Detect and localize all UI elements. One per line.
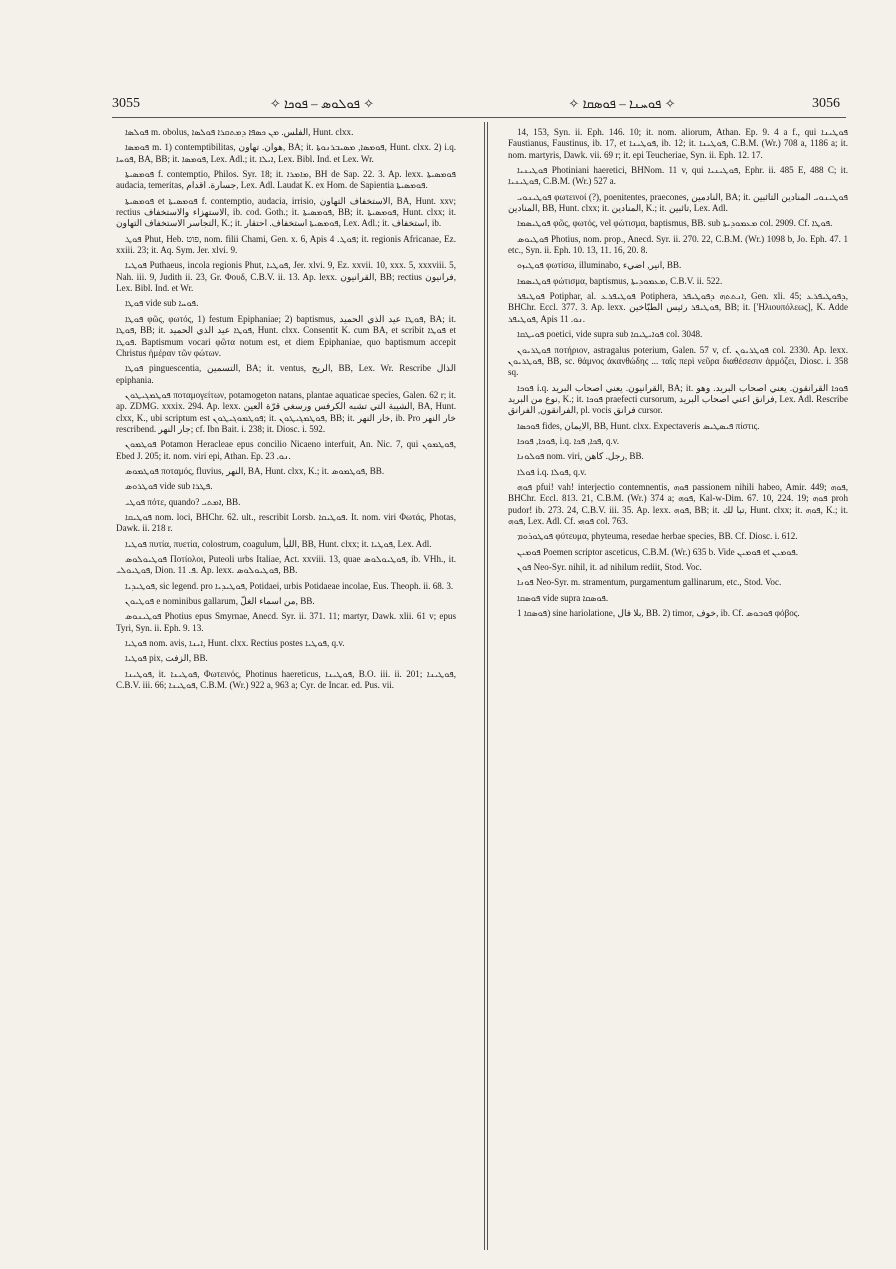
dictionary-entry: 14, 153, Syn. ii. Eph. 146. 10; it. nom. aliorum, Athan. Ep. 9. 4 a f., qui ܦܘܛܝܢܐ Faustianus, Faustinus, ib. 17, et ܦܘܛܝܢܐ, ib. 12; it. ܦܘܛܝܢܐ, C.B.M. (Wr.) 708 a, 1186 a; it. nom. martyris, Dawk. vii. 69 r; it. epi Teucheriae, Syn. ii. Eph. 12. 17. bbox=[508, 127, 848, 160]
right-column bbox=[508, 127, 848, 1249]
dictionary-entry: ܦܘܛܡܘܣ ποταμός, fluvius, النهر, BA, Hunt. clxx, K.; it. ܦܘܛܡܘܣ, BB. bbox=[125, 465, 385, 476]
dictionary-entry: ܦܘܛܝܢܘܣ Photius epus Smyrnae, Anecd. Syr. ii. 371. 11; martyr, Dawk. xlii. 61 v; epus Tyri, Syn. ii. Eph. 9. 13. bbox=[116, 611, 456, 633]
page-number-left: 3055 bbox=[112, 96, 140, 111]
running-head-left: ✧ ܦܘܠܘܣ – ܦܘܟܐ ✧ bbox=[269, 96, 375, 111]
dictionary-entry: ܦܘܝܛܩܐ poetici, vide supra sub ܦܘܐܝܛܝܩܐ col. 3048. bbox=[517, 329, 703, 340]
dictionary-entry: ܦܘܛܡܓܝܛܘܢ ποταμογείτων, potamogeton natans, plantae aquaticae species, Galen. 62 r; it. ap. ZDMG. xxxix. 294. Ap. lexx. الشيبة التي تشبه الكرفس ورسغي قرّة العين, BA, Hunt. clxx, K., ubi scriptum est ܦܘܛܡܘܓܝܛܘܢ; it. ܦܘܛܡܓܝܛܘܢ, BB; it. خار النهر, ib. Pro خار النهر rescribend. جار النهر; cf. Ibn Bait. i. 238; it. Diosc. i. 592. bbox=[116, 389, 456, 434]
dictionary-entry: ܦܘܟܣܐ fides, الايمان, BB, Hunt. clxx. Expectaveris ܦܝܣܛܝܣ πίστις. bbox=[517, 420, 760, 431]
dictionary-entry: ܦܘܛܘܪܘܡ φύτευμα, phyteuma, resedae herbae species, BB. Cf. Diosc. i. 612. bbox=[517, 531, 798, 542]
dictionary-entry: ܦܘܢܐ Neo-Syr. m. stramentum, purgamentum gallinarum, etc., Stod. Voc. bbox=[517, 577, 782, 588]
dictionary-entry: ܦܘܛܝܘܣ Photius, nom. prop., Anecd. Syr. ii. 270. 22, C.B.M. (Wr.) 1098 b, Jo. Eph. 47. 1 etc., Syn. ii. Eph. 10. 13, 11. 16, 20. 8. bbox=[508, 233, 848, 256]
dictionary-entry: ܦܘܣܩܐ vide supra ܦܘܣܩܐ. bbox=[517, 592, 609, 603]
dictionary-entry: ܦܘܗ pfui! vah! interjectio contemnentis, ܦܘܗ passionem nihili habeo, Amir. 449; ܦܘܗ, BHChr. Eccl. 813. 21, C.B.M. (Wr.) 374 a; ܦܘܗ, Kal-w-Dim. 67. 10, 224. 19; ܦܘܗ proh pudor! ib. 273. 24, C.B.V. iii. 35. Ap. lexx. ܦܘܗ, BB; it. تبا لك, Hunt. clxx; it. ܦܘܗ, K.; it. ܦܘܗ, Lex. Adl. Cf. ܦܘܗܝ col. 763. bbox=[508, 481, 848, 526]
page-header bbox=[112, 96, 840, 116]
dictionary-entry: ܦܘܡܣܝܬܐ et ܦܘܡܣܝܬܐ f. contemptio, audacia, irrisio, الاستخفاف التهاون, BA, Hunt. xxv; rectius الاستهزاء والاستخفاف, ib. cod. Goth.; it. ܦܘܡܣܝܬܐ, BB; it. ܦܘܡܣܝܬܐ, Hunt. clxx; it. التجاسر الاستخفاف التهاون, K.; it. ܦܘܡܣܝܬܐ استخفاف. احتقار, Lex. Adl.; it. استخفاف, ib. bbox=[116, 195, 456, 229]
dictionary-entry: ܦܘܢ Neo-Syr. nihil, it. ad nihilum rediit, Stod. Voc. bbox=[517, 562, 702, 572]
dictionary-entry: ܦܘܛܪܘܣ vide sub ܦܛܪܐ. bbox=[125, 481, 213, 492]
dictionary-entry: ܦܘܛܝܢܘܝ φωτεινοί (?), poenitentes, praecones, النادمين, BA; it. ܦܘܛܝܢܘܝ المنادين التائبين المنادين, BB, Hunt. clxx; it. المنادين, K.; it. تائبين, Lex. Adl. bbox=[508, 191, 848, 214]
dictionary-entry: ܦܘܛ Phut, Heb. פוט, nom. filii Chami, Gen. x. 6, Apis ܦܘܛ. 4; it. regionis Africanae, Ez. xxiii. 23; it. Aq. Sym. Jer. xlvi. 9. bbox=[116, 233, 456, 256]
dictionary-entry: ܦܘܠܘܢܐ nom. viri, رجل. كاهن, BB. bbox=[517, 451, 644, 462]
dictionary-entry: ܦܘܛܝܘܠܘܣ Ποτίολοι, Puteoli urbs Italiae, Act. xxviii. 13, quae ܦܘܛܝܘܠܘܣ, ib. VHh., it. ܦܘܛܝܘܠܝ, Dion. ܦ. 11. Ap. lexx. ܦܘܛܝܘܠܘܣ, BB. bbox=[116, 554, 456, 576]
dictionary-entry: ܦܘܛܪܝܘܢ ποτήριον, astragalus poterium, Galen. 57 v, cf. ܦܘܛܪܝܘܢ col. 2330. Ap. lexx. ܦܘܛܪܝܘܢ, BB, sc. θάμνος ἀκανθώδης ... ταῖς περὶ νεῦρα διαθέσεσιν ἁρμόζει, Diosc. i. 358 sq. bbox=[508, 344, 848, 378]
dictionary-entry: ܦܘܛܝܐ nom. avis, ܐܝܢܐ, Hunt. clxx. Rectius postes ܦܘܛܝܐ, q.v. bbox=[125, 638, 345, 649]
dictionary-entry: ܦܘܛܝܦܪ Potiphar, al. ܦܘܛܝܦܪܥ Potiphera, ܐܢܬܬܗ ܕܦܘܛܝܦܪ, Gen. xli. 45; ܕܦܘܛܝܦܪܥ, BHChr. Eccl. 377. 3. Ap. lexx. ܦܘܛܝܦܪ رئيس الطبّاخين, BB; it. ['Ηλιουπόλεως], K. Adde ܦܘܛܝܦܪ, Apis ܢܘ. 11. bbox=[508, 291, 848, 324]
dictionary-entry: ܦܘܛܡܘܢ Potamon Heracleae epus concilio Nicaeno interfuit, An. Nic. 7, qui ܦܘܛܡܘܢ, Ebed J. 205; it. nom. viri epi, Athan. Ep. ܢܘ. 23. bbox=[116, 439, 456, 461]
dictionary-entry: ܦܘܠܐ i.q. ܦܘܠܐ, q.v. bbox=[517, 466, 587, 477]
left-column bbox=[116, 127, 456, 1249]
dictionary-entry: ܦܘܣܩܐ 1) sine hariolatione, بلا فال, BB. 2) timor, خوف, ib. Cf. ܦܘܒܘܣ φόβος. bbox=[517, 608, 800, 619]
dictionary-entry: ܦܘܛܝܩܐ nom. loci, BHChr. 62. ult., rescribit Lorsb. ܦܘܛܝܩܐ. It. nom. viri Φωτάς, Photas, Dawk. ii. 218 r. bbox=[116, 511, 456, 534]
dictionary-entry: ܦܘܛܝܢܝܐ Photiniani haeretici, BHNom. 11 v, qui ܦܘܛܝܢܝܐ, Ephr. ii. 485 E, 488 C; it. ܦܘܛܝܢܝܐ, C.B.M. (Wr.) 527 a. bbox=[508, 165, 848, 187]
running-head-right: ✧ ܦܘܚܢܐ – ܦܘܣܩܐ ✧ bbox=[568, 96, 676, 111]
page-number-right: 3056 bbox=[812, 96, 840, 111]
dictionary-entry: ܦܘܛܝܙܘ φωτίσω, illuminabo, انير, اضيء, BB. bbox=[517, 260, 682, 271]
dictionary-entry: ܦܘܛܝܣܡܐ φῶς, φωτός, vel φώτισμα, baptismus, BB. sub ܡܥܡܘܕܝܬܐ col. 2909. Cf. ܦܘܛܐ. bbox=[517, 218, 833, 229]
dictionary-entry: ܦܘܛܝ πότε, quando? ܐܡܬܝ, BB. bbox=[125, 496, 241, 507]
column-divider bbox=[484, 122, 488, 1250]
dictionary-entry: ܦܘܛܝܐ πυτία, πυετία, colostrum, coagulum, اللبأ, BB, Hunt. clxx; it. ܦܘܛܝܐ, Lex. Adl. bbox=[125, 538, 432, 549]
dictionary-entry: ܦܘܠܣܐ m. obolus, الفلس. ܡܢ ܟܣܦܐ ܕܡܬܩܪܐ ܦܘܠܣܐ, Hunt. clxx. bbox=[125, 127, 354, 137]
dictionary-entry: ܦܘܟܐ i.q. القرانيون. يعني اصحاب البريد, BA; it. ܦܘܟܐ القرانقون. يعني اصحاب البريد. وهو نوع من البريد, K.; it. ܦܘܟܐ praefecti cursorum, فرانق اعني اصحاب البريد, Lex. Adl. Rescribe الفرانقون, الفرانق, pl. vocis فرانق cursor. bbox=[508, 382, 848, 416]
dictionary-entry: ܦܘܟܐ, ܦܘܟܐ, i.q. ܦܟܐ, ܦܟܐ, q.v. bbox=[517, 435, 620, 446]
dictionary-entry: ܦܘܡܣܝܬܐ f. contemptio, Philos. Syr. 18; it. ܡܐܡܪܐ, BH de Sap. 22. 3. Ap. lexx. ܦܘܡܣܝܬܐ audacia, temeritas, جسارة. اقدام, Lex. Adl. Laudat K. ex Hom. de Sapientia ܦܘܡܣܝܬܐ. bbox=[116, 169, 456, 191]
dictionary-entry: ܦܘܛܝܐ Puthaeus, incola regionis Phut, ܦܘܛܝܐ, Jer. xlvi. 9, Ez. xxvii. 10, xxx. 5, xxxviii. 5, Nah. iii. 9, Judith ii. 23, Gr. Φουδ, C.B.V. ii. 13. Ap. lexx. القرانيون, BB; rectius فرانيون, Lex. Bibl. Ind. et Wr. bbox=[116, 260, 456, 294]
dictionary-entry: ܦܘܡܝܢ Poemen scriptor asceticus, C.B.M. (Wr.) 635 b. Vide ܦܘܡܝܢ et ܦܘܡܝܢ. bbox=[517, 546, 799, 557]
dictionary-entry: ܦܘܛܐ φῶς, φωτός, 1) festum Epiphaniae; 2) baptismus, ܦܘܛܐ عيد الذي الحميد, BA; it. ܦܘܛܐ, BB; it. ܦܘܛܐ عيد الذي الحميد, Hunt. clxx. Consentit K. cum BA, et scribit ܦܘܛܐ et ܦܘܛܐ. Baptismum vocari φῶτα notum est, et diem Epiphaniae, quo baptismum accepit Christus ἡμέραν τῶν φώτων. bbox=[116, 313, 456, 358]
dictionary-entry: ܦܘܛܝܕܝܐ, sic legend. pro ܦܘܛܝܕܝܐ, Potidaei, urbis Potidaeae incolae, Eus. Theoph. ii. 68. 3. bbox=[125, 580, 454, 591]
dictionary-entry: ܦܘܛܐ vide sub ܦܘܚܐ. bbox=[125, 298, 199, 309]
dictionary-entry: ܦܘܛܐ pinguescentia, التسمين, BA; it. ventus, الريح, BB, Lex. Wr. Rescribe الذال epiphania. bbox=[116, 363, 456, 385]
dictionary-entry: ܦܘܡܣܐ m. 1) contemptibilitas, هوان. تهاون, BA; it. ܦܘܡܣܐ, ܡܣܝܒܪܢܘܬܐ, Hunt. clxx. 2) i.q. ܦܘܚܐ, BA, BB; it. ܦܘܡܣܐ, Lex. Adl.; it. ܐܝܠܐ, Lex. Bibl. Ind. et Lex. Wr. bbox=[116, 142, 456, 164]
dictionary-entry: ܦܘܛܝܘܢ e nominibus gallarum, من اسماء الغلّ, BB. bbox=[125, 596, 315, 607]
dictionary-entry: ܦܘܛܝܢܐ, it. ܦܘܛܝܢܐ, Φωτεινός, Photinus haereticus, ܦܘܛܝܢܐ, B.O. iii. ii. 201; ܦܘܛܝܢܐ, C.B.V. iii. 66; ܦܘܛܝܢܐ, C.B.M. (Wr.) 922 a, 963 a; Cyr. de Incar. ed. Pus. vii. bbox=[116, 668, 456, 691]
dictionary-entry: ܦܘܛܝܐ pix, الزفت, BB. bbox=[125, 653, 208, 664]
dictionary-entry: ܦܘܛܝܣܡܐ φώτισμα, baptismus, ܡܥܡܘܕܝܬܐ, C.B.V. ii. 522. bbox=[517, 275, 723, 286]
header-rule bbox=[112, 117, 846, 118]
